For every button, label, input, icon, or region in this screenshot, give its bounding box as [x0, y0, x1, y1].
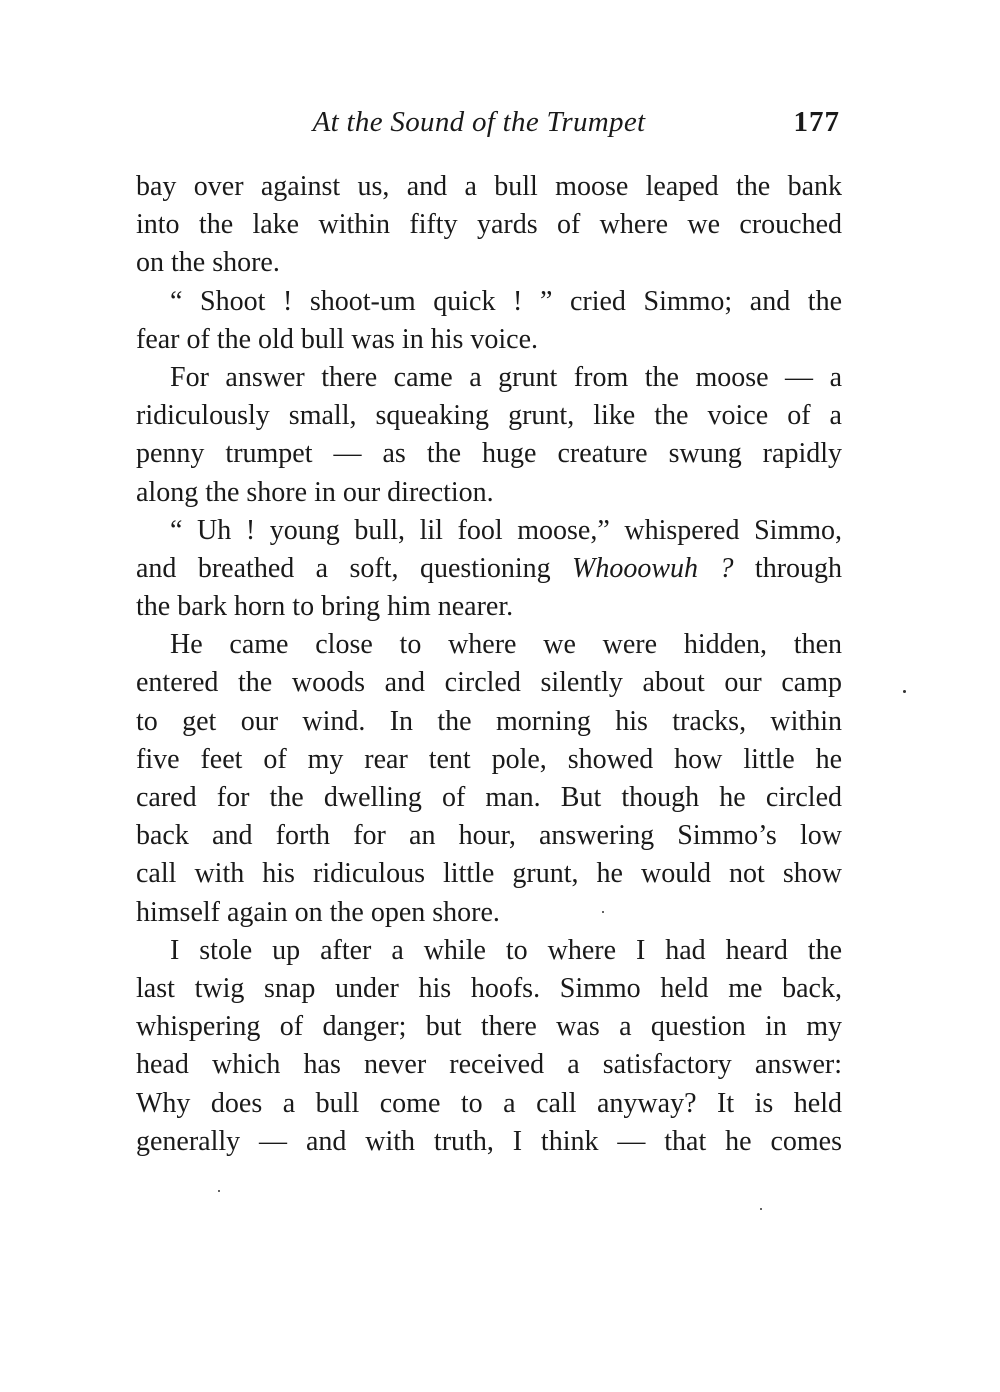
text-line: the bark horn to bring him nearer. [136, 591, 514, 623]
text-line: fear of the old bull was in his voice. [136, 323, 539, 355]
text-line: ridiculously small, squeaking grunt, like the voice of a [136, 400, 842, 432]
italic-word: Whooowuh ? [572, 552, 734, 584]
text-line: For answer there came a grunt from the moose — a [170, 361, 842, 393]
text-line: himself again on the open shore. [136, 896, 500, 928]
text-line: to get our wind. In the morning his tracks, within [136, 705, 842, 737]
ink-speck [903, 690, 906, 693]
running-title: At the Sound of the Trumpet [312, 106, 646, 138]
text-line: along the shore in our direction. [136, 476, 494, 508]
text-line: penny trumpet — as the huge creature swung rapidly [136, 438, 842, 470]
text-line: into the lake within fifty yards of where we crouched [136, 209, 842, 241]
ink-speck [602, 911, 604, 913]
page-number: 177 [793, 106, 840, 138]
text-line: cared for the dwelling of man. But though he circled [136, 782, 842, 813]
text-line: entered the woods and circled silently about our camp [136, 667, 842, 699]
text-line: five feet of my rear tent pole, showed how little he [136, 743, 842, 775]
text-line: He came close to where we were hidden, then [170, 629, 842, 661]
text-line: back and forth for an hour, answering Simmo’s low [136, 820, 842, 852]
text-segment: through [733, 552, 843, 584]
ink-speck [760, 1208, 762, 1210]
text-line: on the shore. [136, 247, 280, 279]
text-line [136, 550, 842, 588]
text-line: bay over against us, and a bull moose leaped the bank [136, 171, 842, 202]
text-line: “ Uh ! young bull, lil fool moose,” whispered Simmo, [170, 514, 842, 546]
text-line: call with his ridiculous little grunt, he would not show [136, 858, 842, 890]
body-text [136, 168, 842, 1161]
text-line: last twig snap under his hoofs. Simmo held me back, [136, 972, 842, 1004]
running-head [136, 102, 842, 142]
text-segment: and breathed a soft, questioning [136, 552, 573, 584]
text-line: I stole up after a while to where I had heard the [170, 934, 842, 966]
text-line: head which has never received a satisfactory answer: [136, 1049, 842, 1081]
text-line: whispering of danger; but there was a question in my [136, 1011, 842, 1043]
text-line: generally — and with truth, I think — that he comes [136, 1125, 842, 1157]
text-line: “ Shoot ! shoot-um quick ! ” cried Simmo; and the [170, 285, 842, 317]
text-line: Why does a bull come to a call anyway? It is held [136, 1087, 842, 1119]
ink-speck [218, 1190, 220, 1192]
